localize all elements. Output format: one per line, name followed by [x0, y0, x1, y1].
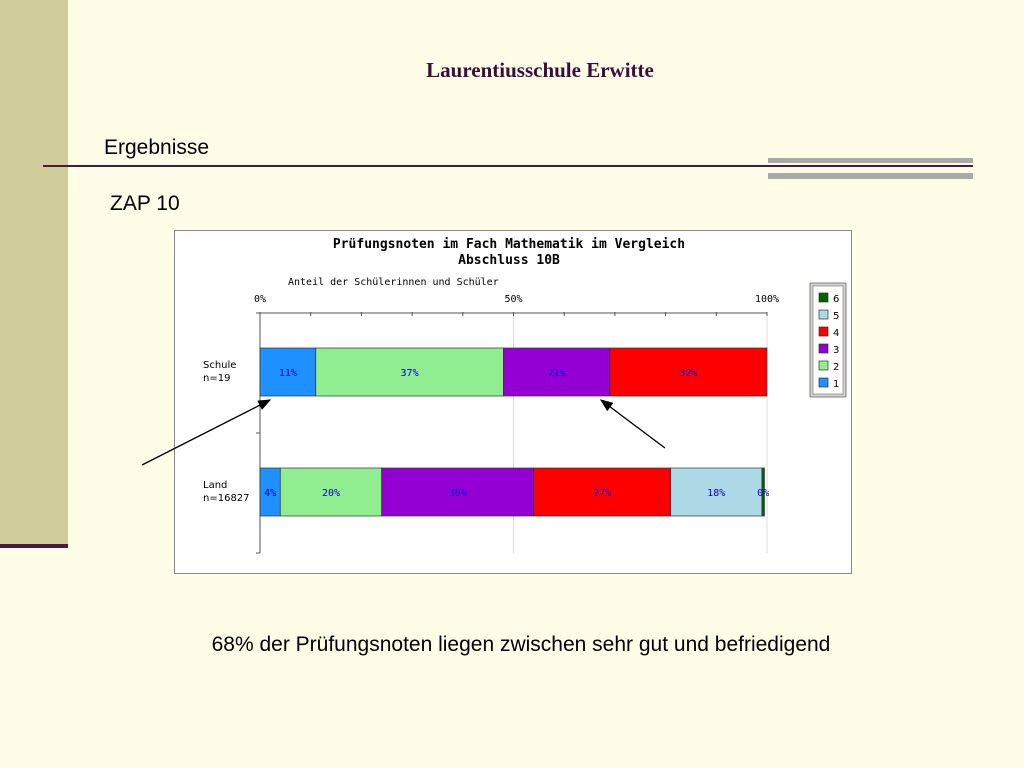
legend-label: 2: [833, 362, 840, 373]
legend-label: 1: [833, 379, 840, 390]
bar-data-label: 32%: [679, 368, 698, 379]
bar-data-label: 0%: [757, 488, 770, 499]
conclusion-text: 68% der Prüfungsnoten liegen zwischen sehr gut und befriedigend: [211, 633, 831, 656]
bar-data-label: 30%: [448, 488, 467, 499]
bar-data-label: 18%: [707, 488, 726, 499]
chart-frame: [174, 230, 852, 574]
legend-swatch: [819, 310, 828, 319]
left-decor-band-edge: [0, 544, 68, 548]
legend-label: 4: [833, 328, 840, 339]
school-title: Laurentiusschule Erwitte: [426, 58, 654, 82]
chart-subtitle: Abschluss 10B: [458, 253, 560, 268]
category-label: Schule: [203, 360, 237, 371]
legend-label: 3: [833, 345, 840, 356]
x-axis-label: Anteil der Schülerinnen und Schüler: [288, 277, 499, 288]
x-tick-label: 50%: [504, 294, 523, 305]
category-label: Land: [203, 480, 228, 491]
legend-label: 5: [833, 311, 840, 322]
x-tick-label: 0%: [253, 294, 267, 305]
legend-label: 6: [833, 294, 840, 305]
legend-swatch: [819, 293, 828, 302]
title-rule: [43, 165, 973, 167]
bar-data-label: 21%: [547, 368, 566, 379]
category-label: n=16827: [203, 493, 250, 504]
bar-data-label: 4%: [264, 488, 277, 499]
x-tick-label: 100%: [754, 294, 780, 305]
title-rule-accent-top: [768, 158, 973, 163]
title-rule-accent-bottom: [768, 173, 973, 179]
legend-swatch: [819, 327, 828, 336]
bar-data-label: 27%: [593, 488, 612, 499]
bar-data-label: 20%: [321, 488, 341, 499]
bar-data-label: 11%: [278, 368, 297, 379]
legend-swatch: [819, 344, 828, 353]
bar-data-label: 37%: [400, 368, 419, 379]
category-label: n=19: [203, 373, 231, 384]
chart-title: Prüfungsnoten im Fach Mathematik im Vergleich: [332, 237, 686, 252]
stacked-bar-chart: [175, 231, 851, 573]
section-title: Ergebnisse: [104, 136, 210, 159]
legend-swatch: [819, 361, 828, 370]
legend-swatch: [819, 378, 828, 387]
subsection-title: ZAP 10: [110, 192, 180, 215]
